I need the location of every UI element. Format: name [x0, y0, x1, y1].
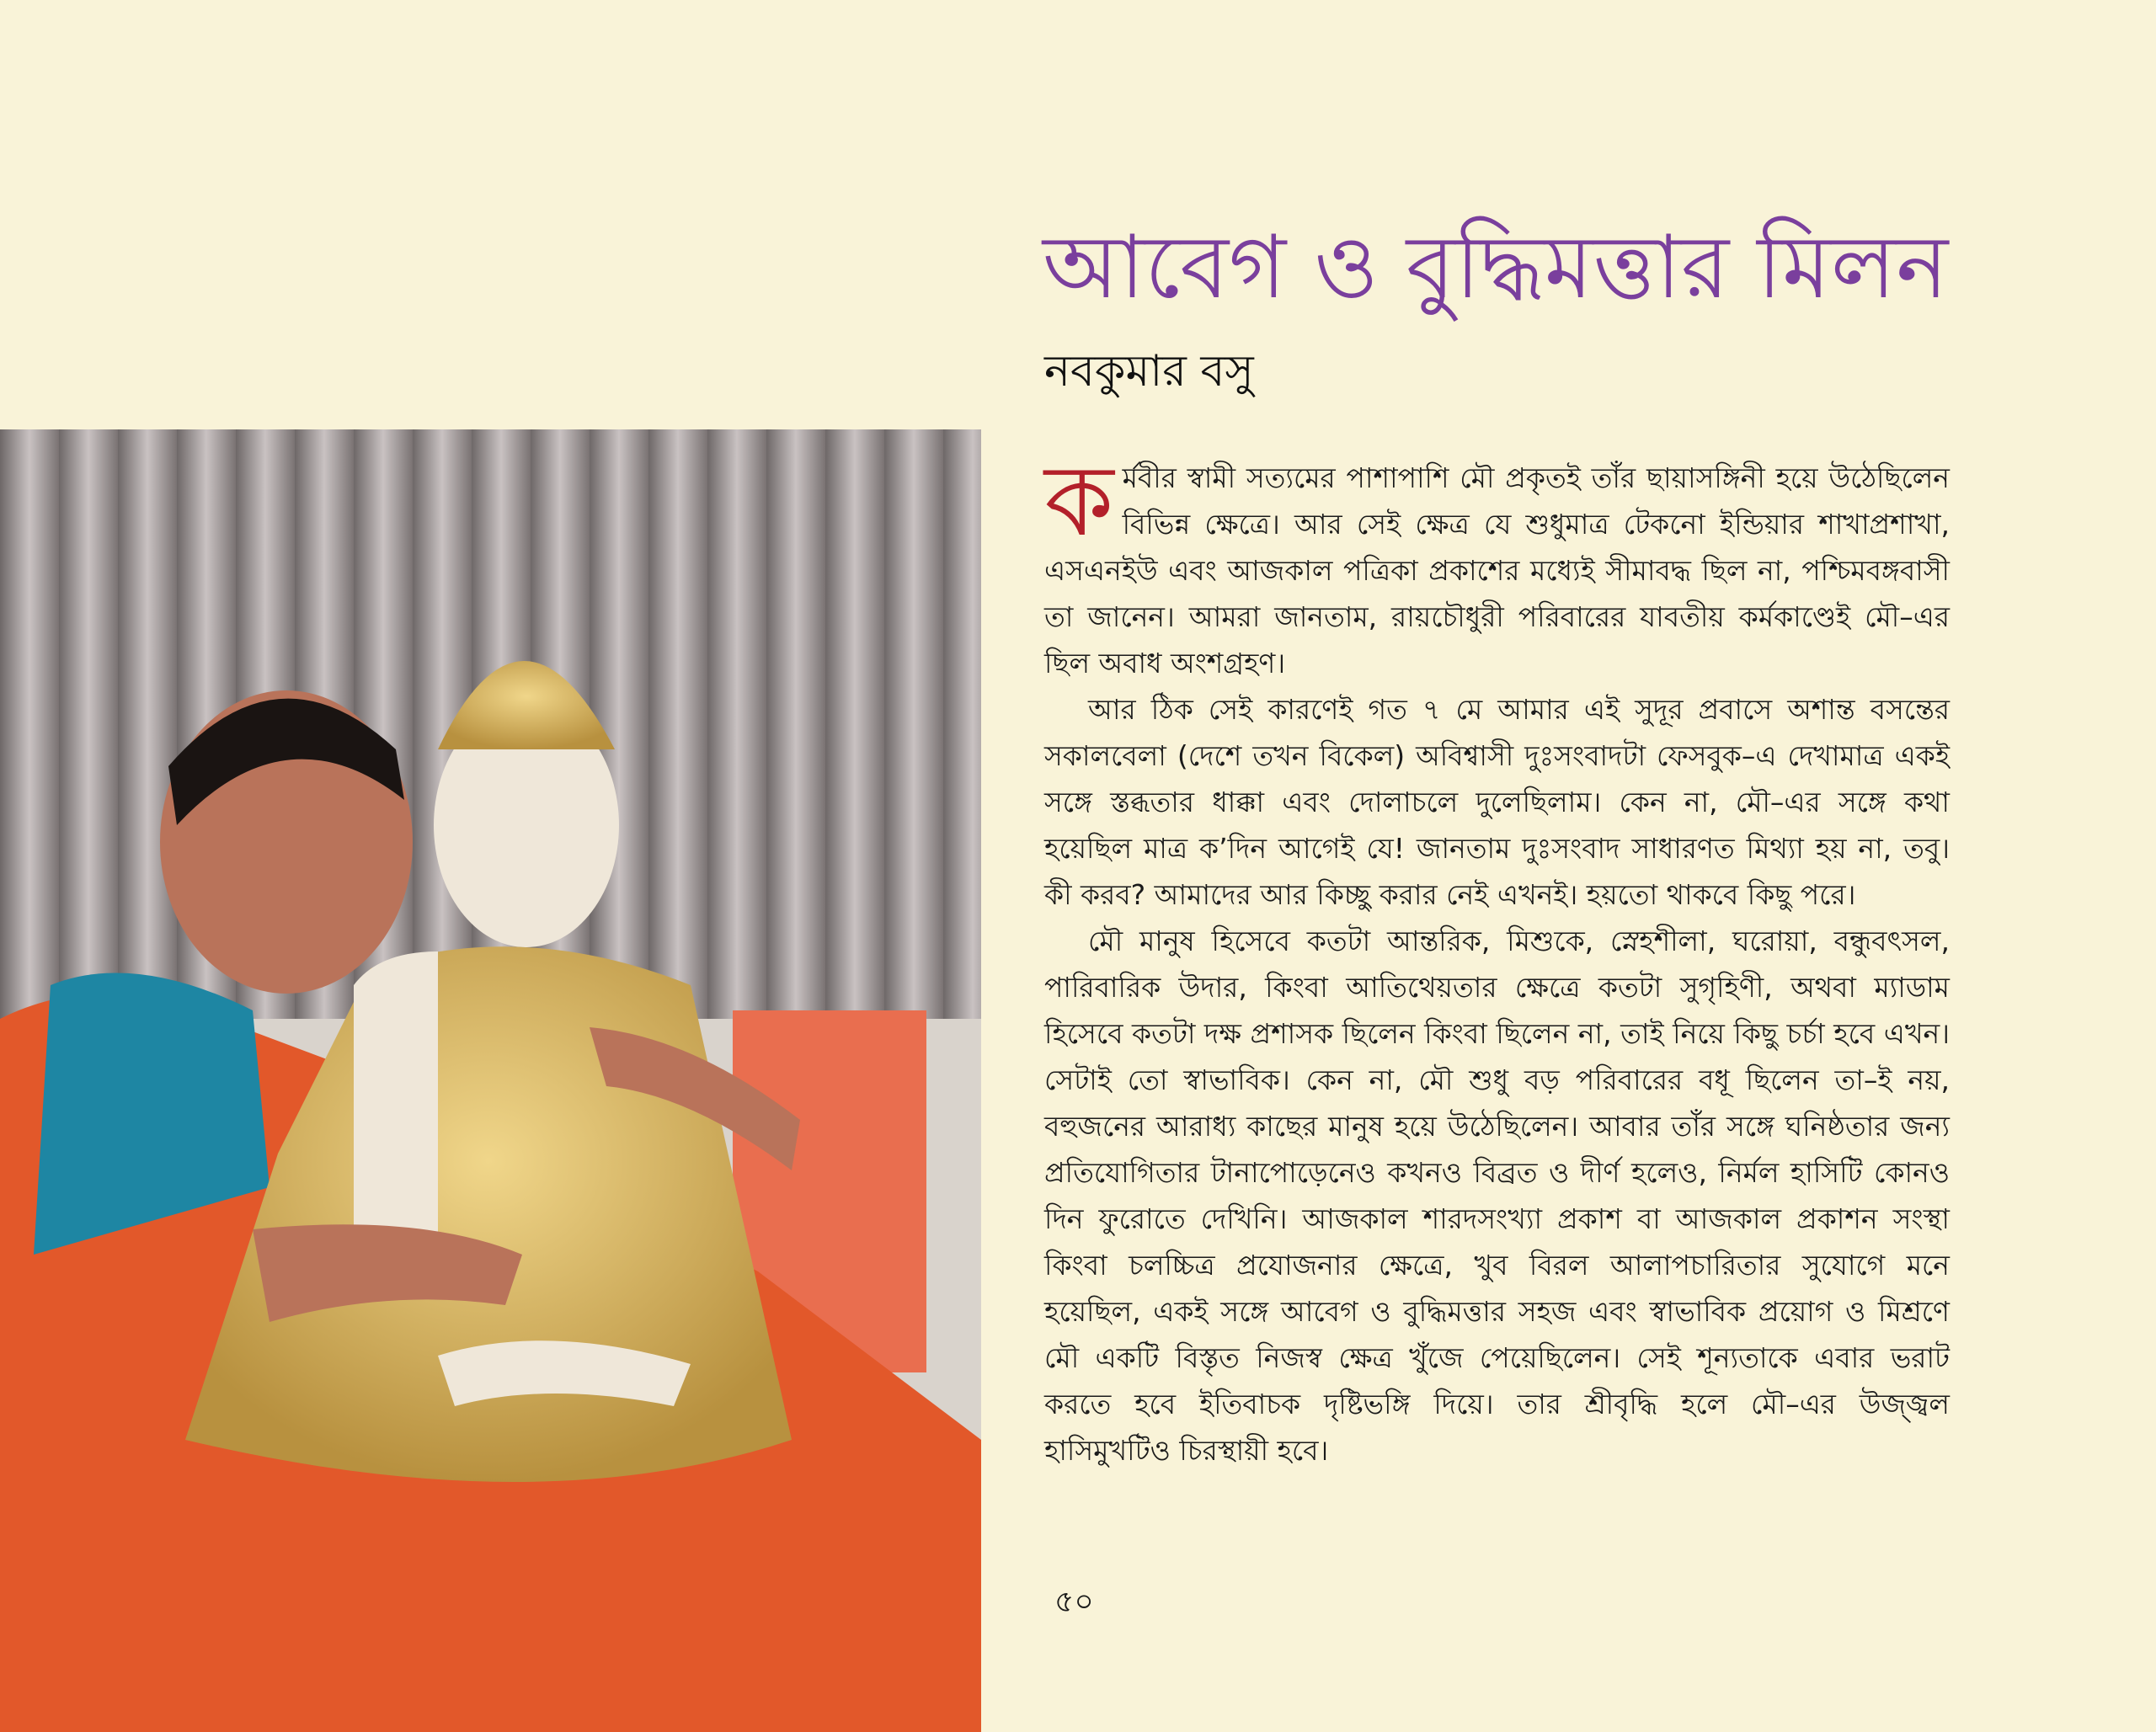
paragraph-1	[1044, 442, 1950, 686]
paragraph-2: আর ঠিক সেই কারণেই গত ৭ মে আমার এই সুদূর প্রবাসে অশান্ত বসন্তের সকালবেলা (দেশে তখন বিকেল) অবিশ্বাসী দুঃসংবাদটা ফেসবুক–এ দেখামাত্র একই সঙ্গে স্তব্ধতার ধাক্কা এবং দোলাচলে দুলেছিলাম। কেন না, মৌ–এর সঙ্গে কথা হয়েছিল মাত্র ক’দিন আগেই যে! জানতাম দুঃসংবাদ সাধারণত মিথ্যা হয় না, তবু। কী করব? আমাদের আর কিচ্ছু করার নেই এখনই। হয়তো থাকবে কিছু পরে।	[1044, 693, 1950, 911]
photo-woman-with-buddha-statue	[0, 429, 981, 1732]
article-author: নবকুমার বসু	[1044, 346, 1254, 397]
article-title: আবেগ ও বুদ্ধিমত্তার মিলন	[1043, 216, 1949, 318]
article-body	[1044, 442, 1950, 1474]
page-number: ৫০	[1054, 1585, 1094, 1619]
drop-cap: ক	[1044, 442, 1114, 558]
paragraph-1-text: র্মবীর স্বামী সত্যমের পাশাপাশি মৌ প্রকৃতই তাঁর ছায়াসঙ্গিনী হয়ে উঠেছিলেন বিভিন্ন ক্ষেত্রে। আর সেই ক্ষেত্র যে শুধুমাত্র টেকনো ইন্ডিয়ার শাখাপ্রশাখা, এসএনইউ এবং আজকাল পত্রিকা প্রকাশের মধ্যেই সীমাবদ্ধ ছিল না, পশ্চিমবঙ্গবাসী তা জানেন। আমরা জানতাম, রায়চৌধুরী পরিবারের যাবতীয় কর্মকাণ্ডেই মৌ–এর ছিল অবাধ অংশগ্রহণ।	[1044, 461, 1950, 679]
paragraph-3: মৌ মানুষ হিসেবে কতটা আন্তরিক, মিশুকে, স্নেহশীলা, ঘরোয়া, বন্ধুবৎসল, পারিবারিক উদার, কিংবা আতিথেয়তার ক্ষেত্রে কতটা সুগৃহিণী, অথবা ম্যাডাম হিসেবে কতটা দক্ষ প্রশাসক ছিলেন কিংবা ছিলেন না, তাই নিয়ে কিছু চর্চা হবে এখন। সেটাই তো স্বাভাবিক। কেন না, মৌ শুধু বড় পরিবারের বধূ ছিলেন তা–ই নয়, বহুজনের আরাধ্য কাছের মানুষ হয়ে উঠেছিলেন। আবার তাঁর সঙ্গে ঘনিষ্ঠতার জন্য প্রতিযোগিতার টানাপোড়েনেও কখনও বিব্রত ও দীর্ণ হলেও, নির্মল হাসিটি কোনও দিন ফুরোতে দেখিনি। আজকাল শারদসংখ্যা প্রকাশ বা আজকাল প্রকাশন সংস্থা কিংবা চলচ্চিত্র প্রযোজনার ক্ষেত্রে, খুব বিরল আলাপচারিতার সুযোগে মনে হয়েছিল, একই সঙ্গে আবেগ ও বুদ্ধিমত্তার সহজ এবং স্বাভাবিক প্রয়োগ ও মিশ্রণে মৌ একটি বিস্তৃত নিজস্ব ক্ষেত্র খুঁজে পেয়েছিলেন। সেই শূন্যতাকে এবার ভরাট করতে হবে ইতিবাচক দৃষ্টিভঙ্গি দিয়ে। তার শ্রীবৃদ্ধি হলে মৌ–এর উজ্জ্বল হাসিমুখটিও চিরস্থায়ী হবে।	[1044, 925, 1950, 1467]
article-photo	[0, 429, 981, 1732]
